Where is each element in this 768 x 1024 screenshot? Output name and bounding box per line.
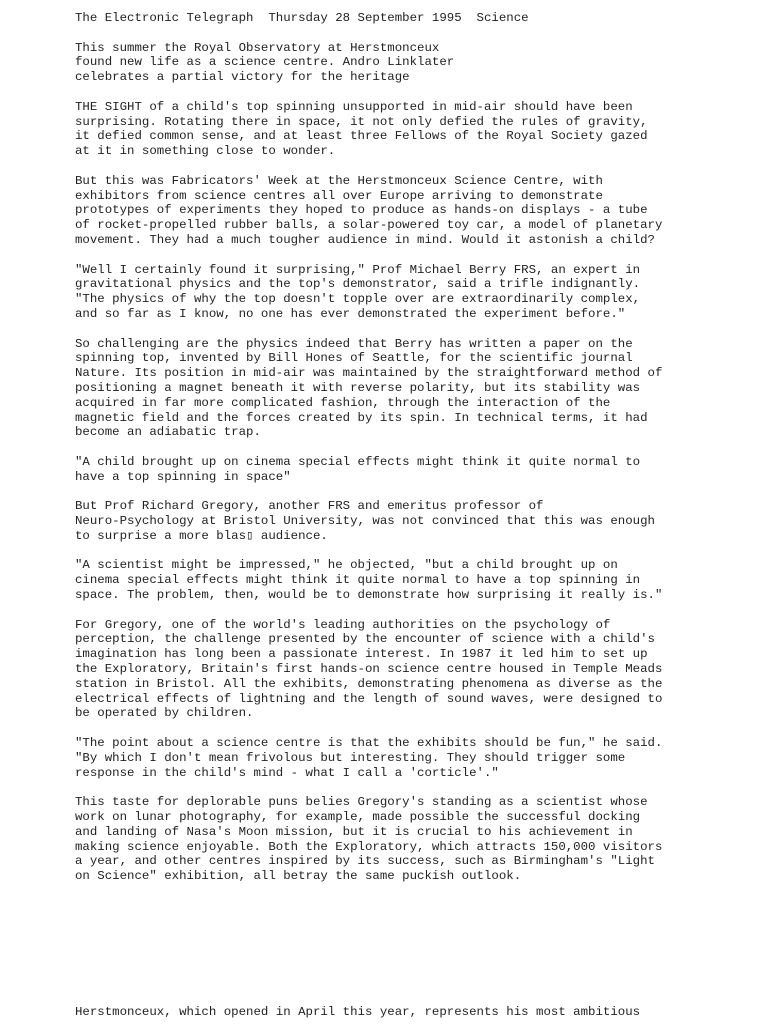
paragraph-line: acquired in far more complicated fashion, through the interaction of the (75, 395, 611, 410)
article-body (75, 100, 755, 884)
paragraph (75, 558, 755, 602)
spacer (75, 485, 755, 500)
paragraph (75, 736, 755, 780)
paragraph-line: the Exploratory, Britain's first hands-on science centre housed in Temple Meads (75, 662, 663, 677)
paragraph-line: movement. They had a much tougher audience in mind. Would it astonish a child? (75, 232, 655, 247)
article-continuation-line: Herstmonceux, which opened in April this year, represents his most ambitious (75, 1005, 641, 1019)
standfirst-line: found new life as a science centre. Andro Linklater (75, 55, 455, 70)
paragraph-line: station in Bristol. All the exhibits, demonstrating phenomena as diverse as the (75, 676, 663, 691)
paragraph-line: electrical effects of lightning and the length of sound waves, were designed to (75, 691, 663, 706)
paragraph-line: imagination has long been a passionate interest. In 1987 it led him to set up (75, 647, 648, 662)
paragraph-line: gravitational physics and the top's demonstrator, said a trifle indignantly. (75, 277, 641, 292)
spacer (75, 85, 755, 100)
standfirst-line: This summer the Royal Observatory at Herstmonceux (75, 40, 440, 55)
spacer (75, 248, 755, 263)
paragraph-line: on Science" exhibition, all betray the same puckish outlook. (75, 869, 522, 884)
paragraph-line: space. The problem, then, would be to demonstrate how surprising it really is." (75, 588, 663, 603)
paragraph-line: But Prof Richard Gregory, another FRS and emeritus professor of (75, 499, 544, 514)
paragraph-line: THE SIGHT of a child's top spinning unsupported in mid-air should have been (75, 99, 633, 114)
paragraph-line: So challenging are the physics indeed that Berry has written a paper on the (75, 336, 633, 351)
dateline (75, 11, 755, 26)
paragraph-line: of rocket-propelled rubber balls, a solar-powered toy car, a model of planetary (75, 218, 663, 233)
paragraph-line: be operated by children. (75, 706, 254, 721)
paragraph-line: Neuro-Psychology at Bristol University, was not convinced that this was enough (75, 514, 655, 529)
paragraph (75, 263, 755, 322)
paragraph-line: "A child brought up on cinema special effects might think it quite normal to (75, 454, 641, 469)
paragraph-line: to surprise a more blas▯ audience. (75, 528, 328, 543)
paragraph-line: making science enjoyable. Both the Exploratory, which attracts 150,000 visitors (75, 839, 663, 854)
paragraph-line: and so far as I know, no one has ever demonstrated the experiment before." (75, 306, 626, 321)
spacer (75, 603, 755, 618)
paragraph-line: "By which I don't mean frivolous but interesting. They should trigger some (75, 750, 626, 765)
paragraph-line: at it in something close to wonder. (75, 144, 336, 159)
paragraph-line: exhibitors from science centres all over Europe arriving to demonstrate (75, 188, 603, 203)
paragraph-line: "The point about a science centre is that the exhibits should be fun," he said. (75, 736, 663, 751)
paragraph-line: magnetic field and the forces created by its spin. In technical terms, it had (75, 410, 648, 425)
spacer (75, 322, 755, 337)
paragraph-line: and landing of Nasa's Moon mission, but it is crucial to his achievement in (75, 824, 633, 839)
paragraph-line: positioning a magnet beneath it with reverse polarity, but its stability was (75, 380, 641, 395)
paragraph (75, 499, 755, 543)
standfirst (75, 41, 755, 85)
paragraph-line: response in the child's mind - what I call a 'corticle'." (75, 765, 499, 780)
spacer (75, 159, 755, 174)
paragraph (75, 337, 755, 441)
paragraph-line: work on lunar photography, for example, made possible the successful docking (75, 810, 641, 825)
standfirst-line: celebrates a partial victory for the heritage (75, 70, 410, 85)
paragraph-line: surprising. Rotating there in space, it not only defied the rules of gravity, (75, 114, 648, 129)
paragraph (75, 618, 755, 722)
paragraph-line: have a top spinning in space" (75, 469, 291, 484)
paragraph (75, 100, 755, 159)
spacer (75, 26, 755, 41)
paragraph-line: For Gregory, one of the world's leading authorities on the psychology of (75, 617, 611, 632)
paragraph-line: But this was Fabricators' Week at the Herstmonceux Science Centre, with (75, 173, 603, 188)
paragraph-line: This taste for deplorable puns belies Gregory's standing as a scientist whose (75, 795, 648, 810)
spacer (75, 780, 755, 795)
paragraph-line: become an adiabatic trap. (75, 425, 261, 440)
paragraph-line: cinema special effects might think it quite normal to have a top spinning in (75, 573, 641, 588)
paragraph-line: prototypes of experiments they hoped to produce as hands-on displays - a tube (75, 203, 648, 218)
paragraph-line: spinning top, invented by Bill Hones of Seattle, for the scientific journal (75, 351, 633, 366)
paragraph-line: "Well I certainly found it surprising," Prof Michael Berry FRS, an expert in (75, 262, 641, 277)
paragraph-line: it defied common sense, and at least three Fellows of the Royal Society gazed (75, 129, 648, 144)
paragraph-line: perception, the challenge presented by the encounter of science with a child's (75, 632, 655, 647)
paragraph-line: Nature. Its position in mid-air was maintained by the straightforward method of (75, 366, 663, 381)
paragraph (75, 174, 755, 248)
paragraph-line: "A scientist might be impressed," he objected, "but a child brought up on (75, 558, 618, 573)
paragraph (75, 455, 755, 485)
spacer (75, 440, 755, 455)
article (75, 11, 755, 884)
paragraph (75, 795, 755, 884)
dateline-text: The Electronic Telegraph Thursday 28 September 1995 Science (75, 11, 529, 25)
spacer (75, 721, 755, 736)
paragraph-line: a year, and other centres inspired by its success, such as Birmingham's "Light (75, 854, 655, 869)
paragraph-line: "The physics of why the top doesn't topple over are extraordinarily complex, (75, 292, 641, 307)
spacer (75, 544, 755, 559)
